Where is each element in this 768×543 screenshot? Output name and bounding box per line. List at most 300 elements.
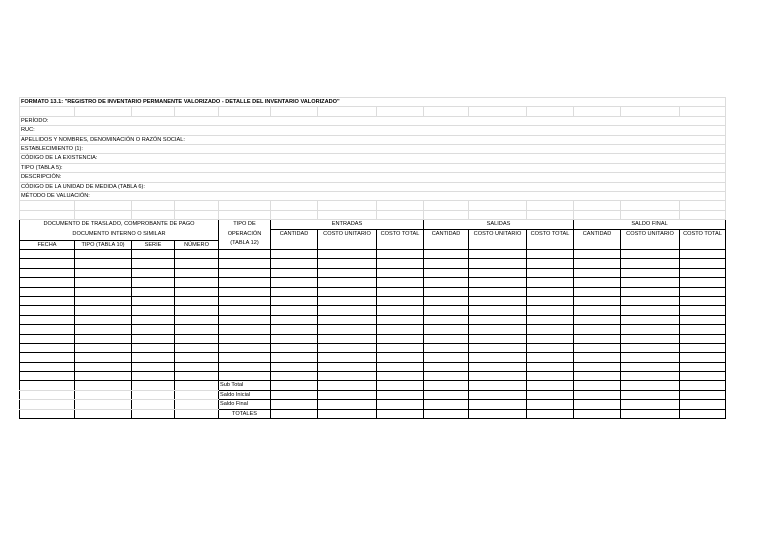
group-saldo-final: SALDO FINAL [574,220,726,229]
table-cell[interactable] [219,325,271,334]
table-row [20,372,726,381]
summary-row [20,390,726,399]
table-cell[interactable] [377,306,424,315]
table-cell[interactable] [574,250,621,259]
summary-value-cell[interactable] [469,409,527,418]
table-cell[interactable] [132,296,175,305]
table-cell[interactable] [175,353,219,362]
table-cell[interactable] [680,315,726,324]
col-serie-header: SERIE [132,240,175,249]
table-cell[interactable] [469,259,527,268]
table-cell[interactable] [20,362,75,371]
table-cell[interactable] [469,315,527,324]
table-row [20,343,726,352]
field-unidad-medida: CÓDIGO DE LA UNIDAD DE MEDIDA (TABLA 6): [20,182,726,191]
summary-blank-cell [75,409,132,418]
summary-value-cell[interactable] [621,400,680,409]
table-cell[interactable] [469,306,527,315]
summary-value-cell[interactable] [318,390,377,399]
table-cell[interactable] [680,287,726,296]
summary-value-cell[interactable] [574,409,621,418]
table-cell[interactable] [318,334,377,343]
table-cell[interactable] [621,268,680,277]
table-cell[interactable] [20,315,75,324]
table-cell[interactable] [424,287,469,296]
summary-blank-cell [20,390,75,399]
table-cell[interactable] [175,334,219,343]
table-cell[interactable] [75,372,132,381]
summary-value-cell[interactable] [574,390,621,399]
table-cell[interactable] [527,372,574,381]
field-codigo-existencia: CÓDIGO DE LA EXISTENCIA: [20,154,726,163]
table-cell[interactable] [271,353,318,362]
table-cell[interactable] [680,372,726,381]
table-cell[interactable] [20,287,75,296]
table-cell[interactable] [527,315,574,324]
group-salidas: SALIDAS [424,220,574,229]
table-cell[interactable] [219,306,271,315]
field-tipo: TIPO (TABLA 5): [20,163,726,172]
table-cell[interactable] [219,353,271,362]
table-cell[interactable] [527,306,574,315]
table-cell[interactable] [271,268,318,277]
summary-value-cell[interactable] [680,390,726,399]
table-cell[interactable] [574,362,621,371]
table-row [20,315,726,324]
table-cell[interactable] [424,259,469,268]
table-cell[interactable] [219,334,271,343]
table-cell[interactable] [132,250,175,259]
table-cell[interactable] [318,353,377,362]
table-cell[interactable] [219,250,271,259]
inventory-sheet [19,97,726,419]
table-cell[interactable] [75,278,132,287]
table-cell[interactable] [680,259,726,268]
table-cell[interactable] [132,343,175,352]
table-cell[interactable] [271,250,318,259]
summary-label: TOTALES [219,409,271,418]
table-cell[interactable] [75,296,132,305]
table-cell[interactable] [175,306,219,315]
table-row [20,325,726,334]
summary-value-cell[interactable] [680,400,726,409]
table-cell[interactable] [574,325,621,334]
summary-blank-cell [75,400,132,409]
table-cell[interactable] [219,315,271,324]
saldo-costo-total-header: COSTO TOTAL [680,229,726,249]
table-cell[interactable] [20,259,75,268]
table-cell[interactable] [75,268,132,277]
table-cell[interactable] [377,250,424,259]
table-cell[interactable] [20,278,75,287]
table-cell[interactable] [271,334,318,343]
table-cell[interactable] [574,343,621,352]
summary-blank-cell [132,381,175,390]
table-cell[interactable] [574,334,621,343]
table-cell[interactable] [621,278,680,287]
table-cell[interactable] [175,362,219,371]
table-cell[interactable] [469,268,527,277]
summary-row [20,400,726,409]
table-cell[interactable] [621,315,680,324]
table-cell[interactable] [318,325,377,334]
table-cell[interactable] [175,343,219,352]
table-cell[interactable] [219,372,271,381]
table-cell[interactable] [377,278,424,287]
summary-blank-cell [132,390,175,399]
table-cell[interactable] [75,306,132,315]
table-cell[interactable] [621,353,680,362]
table-cell[interactable] [469,250,527,259]
table-cell[interactable] [318,268,377,277]
table-cell[interactable] [621,343,680,352]
table-cell[interactable] [680,362,726,371]
salidas-costo-total-header: COSTO TOTAL [527,229,574,249]
summary-value-cell[interactable] [469,400,527,409]
table-cell[interactable] [219,362,271,371]
table-cell[interactable] [621,259,680,268]
summary-value-cell[interactable] [621,381,680,390]
table-cell[interactable] [574,278,621,287]
table-cell[interactable] [469,362,527,371]
table-cell[interactable] [271,296,318,305]
table-cell[interactable] [424,306,469,315]
table-cell[interactable] [318,306,377,315]
summary-value-cell[interactable] [271,400,318,409]
table-cell[interactable] [20,343,75,352]
table-cell[interactable] [424,343,469,352]
table-cell[interactable] [132,287,175,296]
summary-label: Saldo Inicial [219,390,271,399]
table-cell[interactable] [175,268,219,277]
field-descripcion: DESCRIPCIÓN: [20,173,726,182]
table-row [20,278,726,287]
table-cell[interactable] [20,325,75,334]
table-cell[interactable] [175,315,219,324]
table-cell[interactable] [680,250,726,259]
field-razon-social: APELLIDOS Y NOMBRES, DENOMINACIÓN O RAZÓN SOCIAL: [20,135,726,144]
table-cell[interactable] [527,250,574,259]
table-cell[interactable] [527,259,574,268]
table-row [20,306,726,315]
summary-value-cell[interactable] [377,400,424,409]
table-cell[interactable] [377,259,424,268]
summary-value-cell[interactable] [377,409,424,418]
table-cell[interactable] [424,268,469,277]
tipo-operacion-header: TIPO DE OPERACIÓN (TABLA 12) [219,220,271,250]
table-cell[interactable] [621,334,680,343]
table-cell[interactable] [132,268,175,277]
table-cell[interactable] [680,306,726,315]
summary-value-cell[interactable] [424,381,469,390]
summary-row [20,409,726,418]
table-cell[interactable] [75,315,132,324]
table-cell[interactable] [377,296,424,305]
table-cell[interactable] [424,362,469,371]
table-cell[interactable] [271,315,318,324]
summary-value-cell[interactable] [318,400,377,409]
table-cell[interactable] [424,315,469,324]
table-cell[interactable] [680,334,726,343]
summary-blank-cell [175,381,219,390]
table-cell[interactable] [574,306,621,315]
summary-value-cell[interactable] [271,409,318,418]
table-cell[interactable] [219,343,271,352]
table-cell[interactable] [574,259,621,268]
table-cell[interactable] [20,268,75,277]
table-cell[interactable] [527,343,574,352]
table-cell[interactable] [574,296,621,305]
table-cell[interactable] [175,372,219,381]
table-cell[interactable] [219,287,271,296]
table-cell[interactable] [318,259,377,268]
entradas-costo-unitario-header: COSTO UNITARIO [318,229,377,249]
table-cell[interactable] [621,250,680,259]
table-cell[interactable] [377,287,424,296]
table-cell[interactable] [469,296,527,305]
table-cell[interactable] [424,372,469,381]
table-cell[interactable] [75,334,132,343]
table-cell[interactable] [318,343,377,352]
table-cell[interactable] [318,287,377,296]
table-cell[interactable] [574,315,621,324]
salidas-cantidad-header: CANTIDAD [424,229,469,249]
inventory-table [19,97,726,419]
table-cell[interactable] [132,362,175,371]
table-cell[interactable] [527,268,574,277]
table-cell[interactable] [574,372,621,381]
table-cell[interactable] [175,250,219,259]
table-cell[interactable] [132,372,175,381]
table-cell[interactable] [132,353,175,362]
table-cell[interactable] [175,325,219,334]
table-row [20,296,726,305]
table-cell[interactable] [175,296,219,305]
summary-value-cell[interactable] [527,409,574,418]
table-row [20,259,726,268]
summary-value-cell[interactable] [527,390,574,399]
summary-blank-cell [20,381,75,390]
table-cell[interactable] [621,325,680,334]
table-cell[interactable] [318,250,377,259]
table-cell[interactable] [680,268,726,277]
table-cell[interactable] [680,325,726,334]
table-cell[interactable] [574,353,621,362]
summary-blank-cell [175,400,219,409]
table-cell[interactable] [621,287,680,296]
table-cell[interactable] [469,287,527,296]
table-cell[interactable] [680,353,726,362]
table-cell[interactable] [219,278,271,287]
table-cell[interactable] [574,268,621,277]
table-cell[interactable] [175,259,219,268]
summary-blank-cell [75,390,132,399]
table-cell[interactable] [680,296,726,305]
table-cell[interactable] [424,296,469,305]
table-cell[interactable] [219,259,271,268]
table-cell[interactable] [621,362,680,371]
table-cell[interactable] [75,250,132,259]
table-cell[interactable] [527,287,574,296]
table-cell[interactable] [271,362,318,371]
table-cell[interactable] [377,315,424,324]
summary-value-cell[interactable] [574,381,621,390]
summary-label: Sub Total [219,381,271,390]
table-cell[interactable] [132,315,175,324]
summary-row [20,381,726,390]
table-cell[interactable] [271,278,318,287]
doc-header: DOCUMENTO DE TRASLADO, COMPROBANTE DE PAGO DOCUMENTO INTERNO O SIMILAR [20,220,219,240]
table-cell[interactable] [527,362,574,371]
summary-value-cell[interactable] [621,390,680,399]
col-fecha-header: FECHA [20,240,75,249]
group-entradas: ENTRADAS [271,220,424,229]
table-cell[interactable] [377,268,424,277]
table-cell[interactable] [318,372,377,381]
field-periodo: PERÍODO: [20,116,726,125]
table-cell[interactable] [271,306,318,315]
table-cell[interactable] [132,259,175,268]
table-cell[interactable] [377,353,424,362]
table-cell[interactable] [271,259,318,268]
table-cell[interactable] [20,353,75,362]
table-cell[interactable] [271,325,318,334]
table-cell[interactable] [219,268,271,277]
entradas-cantidad-header: CANTIDAD [271,229,318,249]
summary-value-cell[interactable] [469,390,527,399]
summary-value-cell[interactable] [527,381,574,390]
table-cell[interactable] [469,343,527,352]
table-cell[interactable] [424,353,469,362]
table-cell[interactable] [527,353,574,362]
summary-value-cell[interactable] [680,409,726,418]
summary-blank-cell [175,409,219,418]
table-cell[interactable] [132,278,175,287]
entradas-costo-total-header: COSTO TOTAL [377,229,424,249]
summary-value-cell[interactable] [574,400,621,409]
summary-value-cell[interactable] [318,381,377,390]
summary-value-cell[interactable] [271,381,318,390]
table-cell[interactable] [424,278,469,287]
table-cell[interactable] [75,259,132,268]
table-cell[interactable] [132,325,175,334]
table-cell[interactable] [377,362,424,371]
table-cell[interactable] [469,353,527,362]
table-cell[interactable] [271,372,318,381]
table-cell[interactable] [20,250,75,259]
summary-value-cell[interactable] [424,400,469,409]
table-row [20,362,726,371]
summary-blank-cell [20,409,75,418]
saldo-costo-unitario-header: COSTO UNITARIO [621,229,680,249]
summary-value-cell[interactable] [377,390,424,399]
summary-blank-cell [75,381,132,390]
summary-value-cell[interactable] [621,409,680,418]
table-cell[interactable] [318,296,377,305]
table-row [20,353,726,362]
table-cell[interactable] [271,287,318,296]
saldo-cantidad-header: CANTIDAD [574,229,621,249]
table-cell[interactable] [75,287,132,296]
table-cell[interactable] [469,372,527,381]
table-cell[interactable] [377,343,424,352]
summary-value-cell[interactable] [424,390,469,399]
table-cell[interactable] [20,372,75,381]
table-cell[interactable] [621,296,680,305]
summary-blank-cell [132,409,175,418]
table-row [20,268,726,277]
table-cell[interactable] [75,325,132,334]
summary-value-cell[interactable] [271,390,318,399]
table-cell[interactable] [469,325,527,334]
salidas-costo-unitario-header: COSTO UNITARIO [469,229,527,249]
table-cell[interactable] [318,278,377,287]
table-cell[interactable] [175,287,219,296]
table-cell[interactable] [318,315,377,324]
table-cell[interactable] [621,372,680,381]
summary-blank-cell [175,390,219,399]
table-cell[interactable] [271,343,318,352]
table-cell[interactable] [424,250,469,259]
summary-value-cell[interactable] [377,381,424,390]
table-row [20,250,726,259]
table-cell[interactable] [680,343,726,352]
field-establecimiento: ESTABLECIMIENTO (1): [20,145,726,154]
table-cell[interactable] [20,334,75,343]
summary-label: Saldo Final [219,400,271,409]
table-cell[interactable] [377,334,424,343]
table-cell[interactable] [377,372,424,381]
table-cell[interactable] [219,296,271,305]
summary-blank-cell [20,400,75,409]
table-cell[interactable] [574,287,621,296]
col-numero-header: NÚMERO [175,240,219,249]
table-cell[interactable] [469,334,527,343]
table-cell[interactable] [132,334,175,343]
table-cell[interactable] [527,296,574,305]
table-row [20,334,726,343]
table-cell[interactable] [20,306,75,315]
table-cell[interactable] [527,325,574,334]
summary-value-cell[interactable] [680,381,726,390]
summary-value-cell[interactable] [469,381,527,390]
table-cell[interactable] [20,296,75,305]
table-cell[interactable] [75,353,132,362]
table-cell[interactable] [175,278,219,287]
field-ruc: RUC: [20,126,726,135]
table-cell[interactable] [377,325,424,334]
table-cell[interactable] [621,306,680,315]
report-title: FORMATO 13.1: "REGISTRO DE INVENTARIO PERMANENTE VALORIZADO - DETALLE DEL INVENTARIO VALORIZADO" [20,98,726,107]
table-cell[interactable] [469,278,527,287]
table-cell[interactable] [75,343,132,352]
table-cell[interactable] [680,278,726,287]
table-cell[interactable] [527,278,574,287]
table-cell[interactable] [424,325,469,334]
table-cell[interactable] [75,362,132,371]
table-cell[interactable] [318,362,377,371]
summary-value-cell[interactable] [318,409,377,418]
table-cell[interactable] [132,306,175,315]
summary-blank-cell [132,400,175,409]
col-tipo-header: TIPO (TABLA 10) [75,240,132,249]
summary-value-cell[interactable] [527,400,574,409]
table-cell[interactable] [424,334,469,343]
table-cell[interactable] [527,334,574,343]
field-metodo-valuacion: MÉTODO DE VALUACIÓN: [20,192,726,201]
table-row [20,287,726,296]
summary-value-cell[interactable] [424,409,469,418]
